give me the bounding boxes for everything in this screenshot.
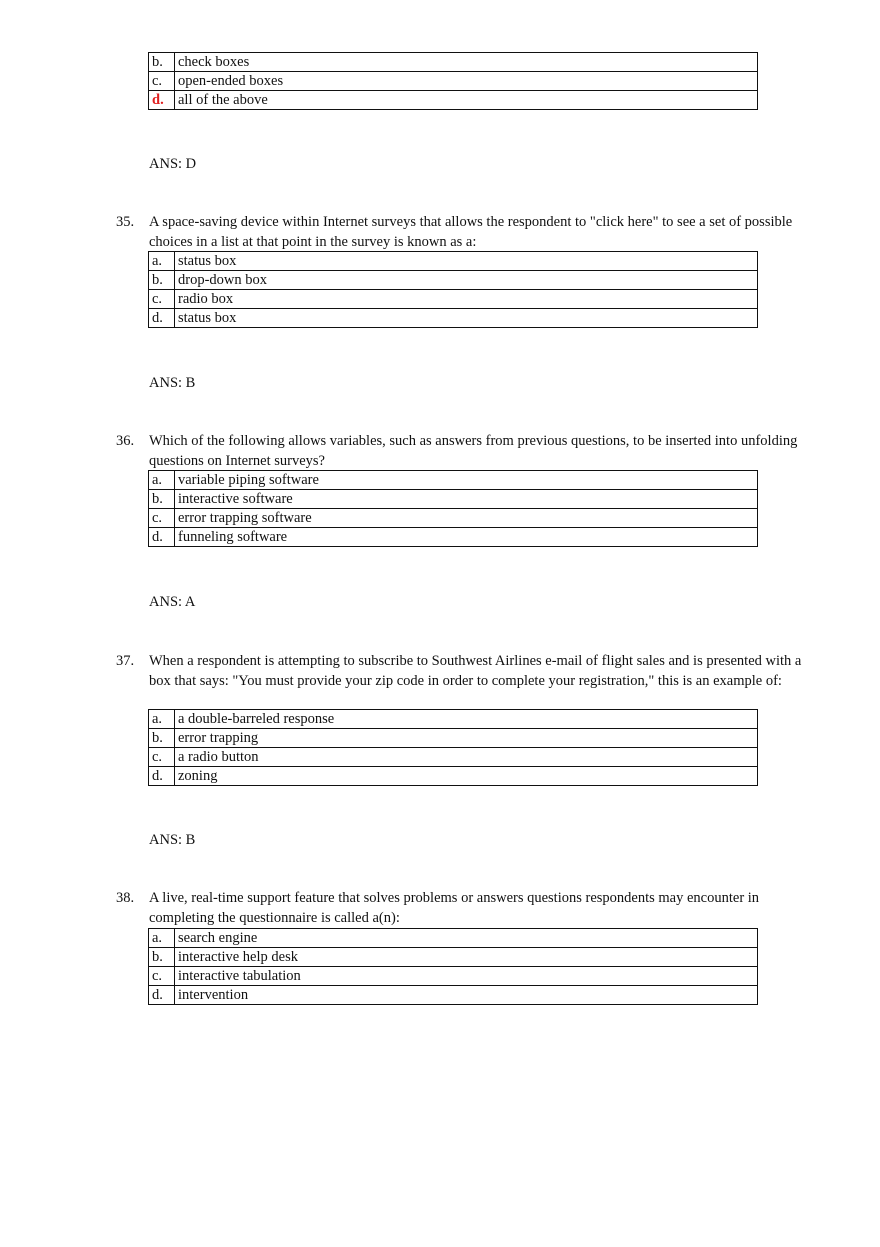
choice-letter: c. — [149, 748, 175, 767]
choice-text: a double-barreled response — [175, 710, 758, 729]
choice-row — [149, 929, 758, 948]
choice-row — [149, 948, 758, 967]
choice-row — [149, 290, 758, 309]
choice-row — [149, 509, 758, 528]
question-text: A space-saving device within Internet surveys that allows the respondent to "click here" to see a set of possible choices in a list at that point in the survey is known as a: — [149, 214, 793, 250]
choice-row — [149, 986, 758, 1005]
choice-text: check boxes — [175, 53, 758, 72]
choice-letter: d. — [149, 986, 175, 1005]
choice-row — [149, 72, 758, 91]
question-text: Which of the following allows variables, such as answers from previous questions, to be inserted into unfolding questions on Internet surveys? — [149, 433, 798, 469]
choice-letter: a. — [149, 471, 175, 490]
choice-text: interactive tabulation — [175, 967, 758, 986]
choice-letter: b. — [149, 948, 175, 967]
choice-text: variable piping software — [175, 471, 758, 490]
choice-text: radio box — [175, 290, 758, 309]
choice-letter: c. — [149, 290, 175, 309]
choice-letter: a. — [149, 252, 175, 271]
choice-letter: a. — [149, 710, 175, 729]
choice-letter-correct: d. — [149, 91, 175, 110]
choice-row — [149, 471, 758, 490]
question-text: A live, real-time support feature that solves problems or answers questions respondents may encounter in completing the questionnaire is called a(n): — [149, 890, 760, 926]
choice-row — [149, 309, 758, 328]
answer-line: ANS: A — [149, 594, 196, 610]
choice-row — [149, 748, 758, 767]
choice-text: search engine — [175, 929, 758, 948]
choice-row — [149, 252, 758, 271]
choice-text: status box — [175, 309, 758, 328]
question-number: 37. — [116, 653, 135, 669]
choice-row — [149, 528, 758, 547]
choice-text: status box — [175, 252, 758, 271]
choice-letter: b. — [149, 490, 175, 509]
choice-letter: d. — [149, 767, 175, 786]
choice-letter: c. — [149, 967, 175, 986]
choice-row — [149, 91, 758, 110]
question-text: When a respondent is attempting to subscribe to Southwest Airlines e-mail of flight sales and is presented with a box that says: "You must provide your zip code in order to complete your registration," this is an example of: — [149, 653, 802, 689]
choice-letter: b. — [149, 271, 175, 290]
answer-line: ANS: B — [149, 832, 196, 848]
choice-letter: d. — [149, 528, 175, 547]
choice-text: error trapping software — [175, 509, 758, 528]
choice-row — [149, 767, 758, 786]
choice-text: funneling software — [175, 528, 758, 547]
choice-letter: a. — [149, 929, 175, 948]
choice-row — [149, 710, 758, 729]
choice-letter: c. — [149, 72, 175, 91]
choice-row — [149, 967, 758, 986]
question-number: 36. — [116, 433, 135, 449]
choice-text: intervention — [175, 986, 758, 1005]
choice-letter: b. — [149, 729, 175, 748]
choice-table-36 — [148, 470, 758, 547]
choice-text: open-ended boxes — [175, 72, 758, 91]
choice-text: a radio button — [175, 748, 758, 767]
choice-text: all of the above — [175, 91, 758, 110]
choice-table-37 — [148, 709, 758, 786]
answer-line: ANS: B — [149, 375, 196, 391]
choice-table-35 — [148, 251, 758, 328]
choice-row — [149, 53, 758, 72]
choice-table-38 — [148, 928, 758, 1005]
choice-text: zoning — [175, 767, 758, 786]
choice-table-prev — [148, 52, 758, 110]
choice-letter: b. — [149, 53, 175, 72]
answer-line: ANS: D — [149, 156, 197, 172]
choice-text: interactive help desk — [175, 948, 758, 967]
choice-letter: d. — [149, 309, 175, 328]
choice-row — [149, 729, 758, 748]
choice-text: drop-down box — [175, 271, 758, 290]
choice-row — [149, 490, 758, 509]
question-number: 35. — [116, 214, 135, 230]
choice-letter: c. — [149, 509, 175, 528]
question-number: 38. — [116, 890, 135, 906]
choice-text: error trapping — [175, 729, 758, 748]
choice-row — [149, 271, 758, 290]
choice-text: interactive software — [175, 490, 758, 509]
